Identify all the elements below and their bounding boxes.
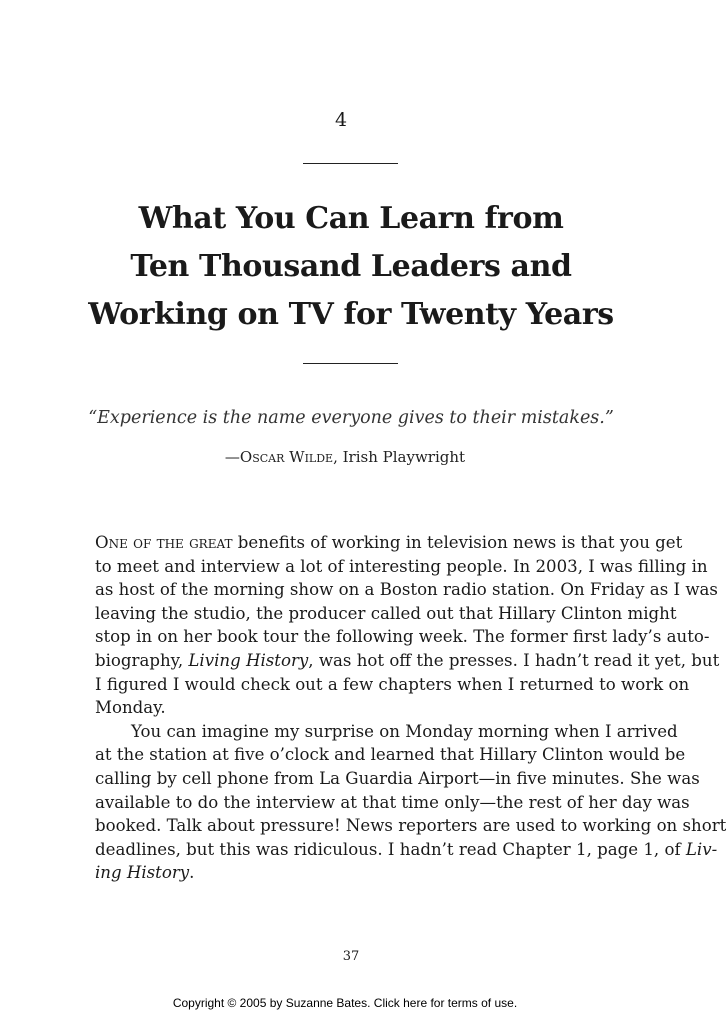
text-line: ing History. xyxy=(95,863,195,883)
text-line: You can imagine my surprise on Monday morning when I arrived xyxy=(131,721,678,741)
attribution-dash: — xyxy=(224,448,240,466)
epigraph-quote: “Experience is the name everyone gives to their mistakes.” xyxy=(88,408,614,428)
text-line: biography, Living History, was hot off the presses. I hadn’t read it yet, but xyxy=(95,650,720,670)
book-title: ing History xyxy=(95,863,190,883)
page-number: 37 xyxy=(342,949,360,964)
book-title: Living History xyxy=(188,650,309,670)
text-line: as host of the morning show on a Boston radio station. On Friday as I was xyxy=(95,580,718,600)
paragraph-2 xyxy=(95,720,726,885)
text-line: leaving the studio, the producer called out that Hillary Clinton might xyxy=(95,603,677,623)
title-rule-bottom xyxy=(303,363,398,364)
terms-of-use-link[interactable]: Click here for terms of use. xyxy=(373,996,518,1010)
chapter-number: 4 xyxy=(334,109,348,131)
title-rule-top xyxy=(303,163,398,164)
lead-in-smallcaps: One of the great xyxy=(95,533,233,552)
body-text xyxy=(95,531,726,885)
text-line: stop in on her book tour the following week. The former first lady’s auto- xyxy=(95,627,710,647)
text-line: to meet and interview a lot of interesting people. In 2003, I was filling in xyxy=(95,556,708,576)
paragraph-1 xyxy=(95,531,720,720)
attribution-author: Oscar Wilde xyxy=(239,448,334,466)
text-line: booked. Talk about pressure! News reporters are used to working on short xyxy=(95,816,726,836)
text-line: calling by cell phone from La Guardia Airport—in five minutes. She was xyxy=(95,768,700,788)
epigraph-attribution xyxy=(0,446,690,468)
copyright-text: Copyright © 2005 by Suzanne Bates. xyxy=(172,996,374,1010)
chapter-title-line: What You Can Learn from xyxy=(138,201,564,236)
text-line: available to do the interview at that time only—the rest of her day was xyxy=(95,792,690,812)
text-line: deadlines, but this was ridiculous. I hadn’t read Chapter 1, page 1, of Liv- xyxy=(95,839,718,859)
text-line: Monday. xyxy=(95,698,166,718)
copyright-footer xyxy=(0,995,690,1011)
text-line: at the station at five o’clock and learned that Hillary Clinton would be xyxy=(95,745,686,765)
chapter-title-line: Ten Thousand Leaders and xyxy=(130,249,572,284)
text-line: I figured I would check out a few chapters when I returned to work on xyxy=(95,674,690,694)
attribution-descriptor: , Irish Playwright xyxy=(333,448,466,466)
text-line: One of the great benefits of working in television news is that you get xyxy=(95,533,683,552)
book-title: Liv- xyxy=(685,839,718,859)
chapter-title-line: Working on TV for Twenty Years xyxy=(88,297,614,332)
chapter-title xyxy=(60,195,642,339)
